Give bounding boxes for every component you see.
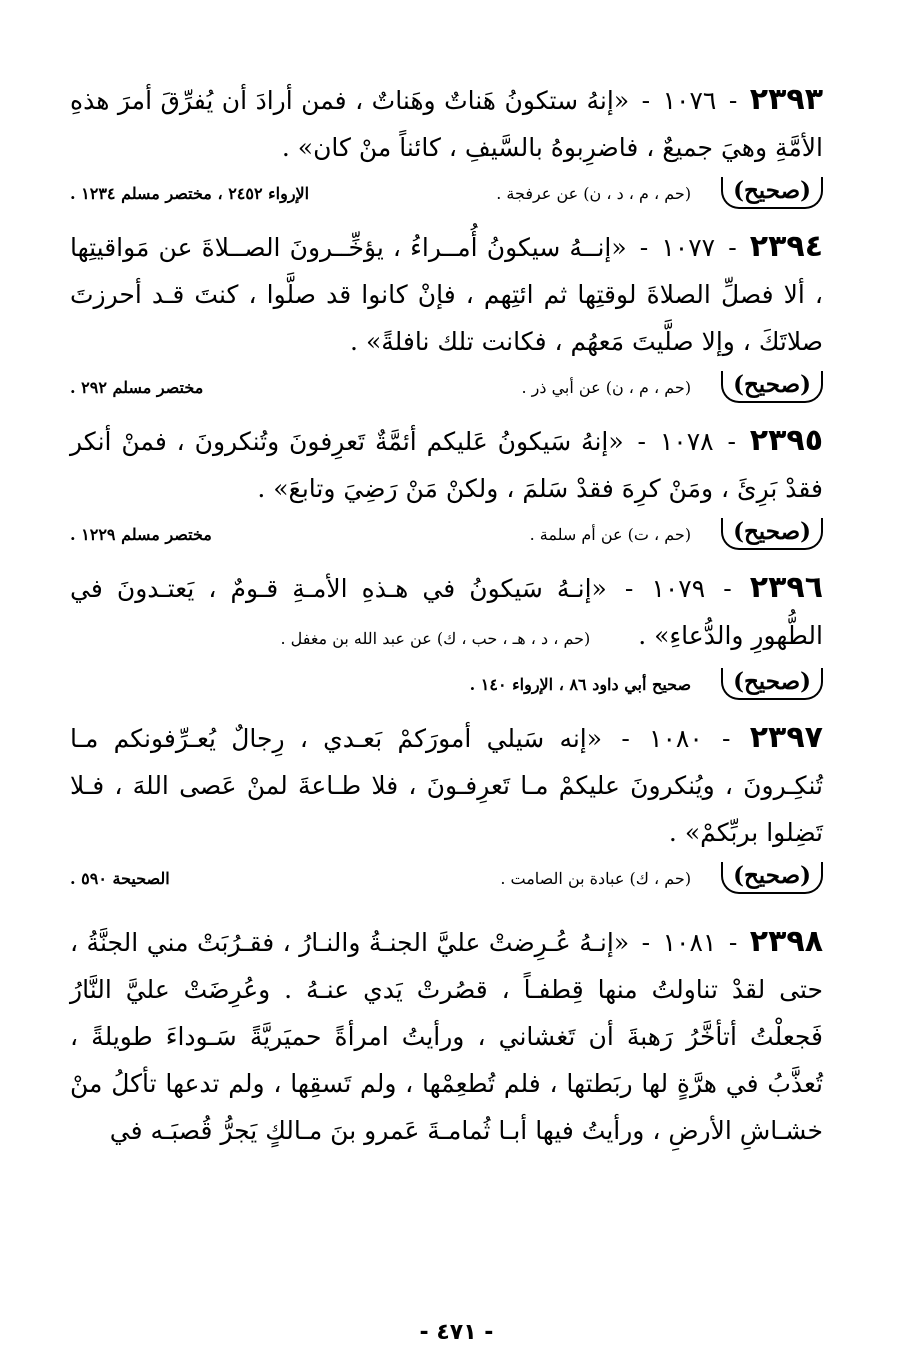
grade-label: (صحيح) bbox=[721, 177, 823, 209]
hadith-number: ٢٣٩٦ bbox=[749, 570, 824, 605]
sources: (حم ، م ، ن) عن أبي ذر . bbox=[521, 377, 692, 397]
hadith-text: ٢٣٩٨ - ١٠٨١ - «إنـهُ عُـرِضتْ عليَّ الجنـةُ والنـارُ ، فقـرُبَتْ مني الجنَّةُ ، حتى لقدْ تناولتُ منها قِطفـاً ، قصُرتْ يَدي عنـهُ . وعُرِضَتْ عليَّ النَّارُ فَجعلْتُ أتأخَّرُ رَهبةَ أن تَغشاني ، ورأيتُ امرأةً حميَريَّةً سَـوداءَ طويلةً ، تُعذَّبُ في هرَّةٍ لها ربَطتها ، فلم تُطعِمْها ، ولم تَسقِها ، ولم تدعها تأكلُ منْ خشـاشِ الأرضِ ، ورأيتُ فيها أبـا ثُمامـةَ عَمرو بنَ مـالكٍ يَجرُّ قُصبَـه في bbox=[70, 924, 824, 1145]
hadith-entry-2394 bbox=[70, 223, 823, 409]
cross-reference: الصحيحة ٥٩٠ . bbox=[70, 868, 170, 888]
hadith-text: ٢٣٩٧ - ١٠٨٠ - «إنه سَيلي أمورَكمْ بَعـدي ، رِجالٌ يُعـرِّفونكم مـا تُنكِـرونَ ، ويُنكرونَ عليكمْ مـا تَعرِفـونَ ، فلا طـاعةَ لمنْ عَصى اللهَ ، فـلا تَضِلوا بربِّكمْ» . bbox=[70, 720, 823, 847]
hadith-subnumber: ١٠٨٠ bbox=[649, 724, 703, 753]
reference-row bbox=[70, 856, 823, 900]
hadith-text: ٢٣٩٦ - ١٠٧٩ - «إنـهُ سَيكونُ في هـذهِ الأمـةِ قـومٌ ، يَعتـدونَ في الطُّهورِ والدُّعاءِ» . (حم ، د ، هـ ، حب ، ك) عن عبد الله بن مغفل . bbox=[70, 570, 824, 650]
grade-label: (صحيح) bbox=[721, 518, 823, 550]
cross-reference: صحيح أبي داود ٨٦ ، الإرواء ١٤٠ . bbox=[469, 674, 692, 694]
hadith-matn: «إنــهُ سيكونُ أُمــراءُ ، يؤخِّــرونَ الصــلاةَ عن مَواقيتِها ، ألا فصلِّ الصلاةَ لوقتِها ثم ائتِهم ، فإنْ كانوا قد صلَّوا ، كنتَ قـد أحرزتَ صلاتَكَ ، وإلا صلَّيتَ مَعهُم ، فكانت تلك نافلةً» . bbox=[70, 233, 824, 356]
sources: (حم ، د ، هـ ، حب ، ك) عن عبد الله بن مغفل . bbox=[280, 629, 591, 648]
reference-row bbox=[70, 662, 823, 706]
grade-label: (صحيح) bbox=[721, 371, 823, 403]
hadith-entry-2396 bbox=[70, 564, 823, 706]
hadith-entry-2395 bbox=[70, 417, 823, 556]
sources: (حم ، ك) عبادة بن الصامت . bbox=[500, 868, 692, 888]
sources: (حم ، م ، د ، ن) عن عرفجة . bbox=[496, 183, 692, 203]
hadith-subnumber: ١٠٧٩ bbox=[651, 574, 706, 603]
cross-reference: مختصر مسلم ١٢٢٩ . bbox=[70, 524, 212, 544]
hadith-number: ٢٣٩٨ bbox=[749, 924, 824, 959]
cross-reference: مختصر مسلم ٢٩٢ . bbox=[70, 377, 204, 397]
hadith-number: ٢٣٩٧ bbox=[749, 720, 823, 755]
grade-label: (صحيح) bbox=[721, 862, 823, 894]
hadith-subnumber: ١٠٧٧ bbox=[661, 233, 716, 262]
hadith-subnumber: ١٠٧٨ bbox=[659, 427, 714, 456]
hadith-text: ٢٣٩٥ - ١٠٧٨ - «إنهُ سَيكونُ عَليكم أئمَّةٌ تَعرِفونَ وتُنكرونَ ، فمنْ أنكر فقدْ بَرِئَ ، ومَنْ كرِهَ فقدْ سَلمَ ، ولكنْ مَنْ رَضِيَ وتابعَ» . bbox=[70, 423, 824, 503]
hadith-entry-2398 bbox=[70, 918, 823, 1154]
page-number: - ٤٧١ - bbox=[419, 1320, 494, 1345]
hadith-matn: «إنـهُ عُـرِضتْ عليَّ الجنـةُ والنـارُ ، فقـرُبَتْ مني الجنَّةُ ، حتى لقدْ تناولتُ منها قِطفـاً ، قصُرتْ يَدي عنـهُ . وعُرِضَتْ عليَّ النَّارُ فَجعلْتُ أتأخَّرُ رَهبةَ أن تَغشاني ، ورأيتُ امرأةً حميَريَّةً سَـوداءَ طويلةً ، تُعذَّبُ في هرَّةٍ لها ربَطتها ، فلم تُطعِمْها ، ولم تَسقِها ، ولم تدعها تأكلُ منْ خشـاشِ الأرضِ ، ورأيتُ فيها أبـا ثُمامـةَ عَمرو بنَ مـالكٍ يَجرُّ قُصبَـه في bbox=[70, 928, 823, 1145]
reference-row bbox=[70, 365, 823, 409]
hadith-text: ٢٣٩٤ - ١٠٧٧ - «إنــهُ سيكونُ أُمــراءُ ، يؤخِّــرونَ الصــلاةَ عن مَواقيتِها ، ألا فصلِّ الصلاةَ لوقتِها ثم ائتِهم ، فإنْ كانوا قد صلَّوا ، كنتَ قـد أحرزتَ صلاتَكَ ، وإلا صلَّيتَ مَعهُم ، فكانت تلك نافلةً» . bbox=[70, 229, 824, 356]
hadith-entry-2397 bbox=[70, 714, 823, 900]
hadith-entry-2393 bbox=[70, 76, 823, 215]
hadith-subnumber: ١٠٨١ bbox=[662, 928, 717, 957]
hadith-matn: «إنـهُ سَيكونُ في هـذهِ الأمـةِ قـومٌ ، يَعتـدونَ في الطُّهورِ والدُّعاءِ» . bbox=[70, 574, 823, 650]
hadith-text: ٢٣٩٣ - ١٠٧٦ - «إنهُ ستكونُ هَناتٌ وهَناتٌ ، فمن أرادَ أن يُفرِّقَ أمرَ هذهِ الأمَّةِ وهيَ جميعٌ ، فاضرِبوهُ بالسَّيفِ ، كائناً منْ كان» . bbox=[70, 82, 824, 162]
reference-row bbox=[70, 512, 823, 556]
hadith-matn: «إنهُ سَيكونُ عَليكم أئمَّةٌ تَعرِفونَ وتُنكرونَ ، فمنْ أنكر فقدْ بَرِئَ ، ومَنْ كرِهَ فقدْ سَلمَ ، ولكنْ مَنْ رَضِيَ وتابعَ» . bbox=[70, 427, 823, 503]
hadith-number: ٢٣٩٥ bbox=[749, 423, 824, 458]
sources: (حم ، ت) عن أم سلمة . bbox=[529, 524, 692, 544]
hadith-matn: «إنهُ ستكونُ هَناتٌ وهَناتٌ ، فمن أرادَ أن يُفرِّقَ أمرَ هذهِ الأمَّةِ وهيَ جميعٌ ، فاضرِبوهُ بالسَّيفِ ، كائناً منْ كان» . bbox=[70, 86, 823, 162]
hadith-matn: «إنه سَيلي أمورَكمْ بَعـدي ، رِجالٌ يُعـرِّفونكم مـا تُنكِـرونَ ، ويُنكرونَ عليكمْ مـا تَعرِفـونَ ، فلا طـاعةَ لمنْ عَصى اللهَ ، فـلا تَضِلوا بربِّكمْ» . bbox=[70, 724, 823, 847]
cross-reference: الإرواء ٢٤٥٢ ، مختصر مسلم ١٢٣٤ . bbox=[70, 183, 310, 203]
reference-row bbox=[70, 171, 823, 215]
grade-label: (صحيح) bbox=[721, 668, 823, 700]
hadith-subnumber: ١٠٧٦ bbox=[662, 86, 717, 115]
hadith-number: ٢٣٩٣ bbox=[749, 82, 824, 117]
hadith-number: ٢٣٩٤ bbox=[749, 229, 824, 264]
